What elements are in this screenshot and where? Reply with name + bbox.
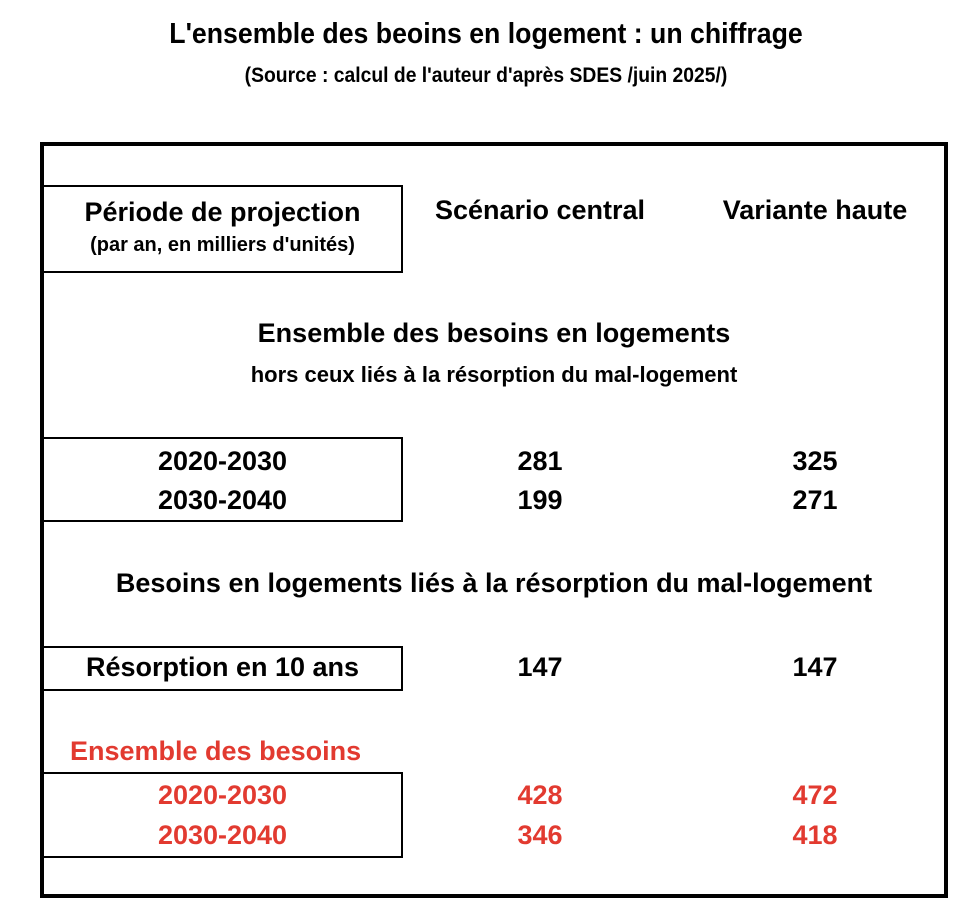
section1-subtitle: hors ceux liés à la résorption du mal-logement	[250, 362, 738, 387]
section3-row1-central: 428	[517, 780, 563, 810]
section1-title: Ensemble des besoins en logements	[257, 318, 731, 348]
section1-row2-period: 2030-2040	[157, 485, 288, 515]
period-header-box	[42, 185, 403, 273]
page-title: L'ensemble des beoins en logement : un chiffrage	[169, 18, 803, 50]
section2-row1-period: Résorption en 10 ans	[85, 652, 360, 682]
section1-row1-haute: 325	[792, 446, 838, 476]
period-header-label: Période de projection	[84, 197, 361, 227]
section3-row1-haute: 472	[792, 780, 838, 810]
section1-row1-central: 281	[517, 446, 563, 476]
section3-row1-period: 2020-2030	[157, 780, 288, 810]
section2-row1-central: 147	[517, 652, 563, 682]
section3-row2-period: 2030-2040	[157, 820, 288, 850]
section2-row1-haute: 147	[792, 652, 838, 682]
section3-row2-haute: 418	[792, 820, 838, 850]
page-subtitle: (Source : calcul de l'auteur d'après SDES /juin 2025/)	[244, 64, 728, 87]
period-header-sub: (par an, en milliers d'unités)	[90, 234, 355, 256]
section1-row2-central: 199	[517, 485, 563, 515]
section2-title: Besoins en logements liés à la résorption du mal-logement	[115, 568, 873, 598]
section3-title: Ensemble des besoins	[70, 736, 362, 766]
section1-row1-period: 2020-2030	[157, 446, 288, 476]
column-header-haute: Variante haute	[722, 195, 908, 225]
column-header-central: Scénario central	[434, 195, 646, 225]
section1-row2-haute: 271	[792, 485, 838, 515]
section3-row2-central: 346	[517, 820, 563, 850]
